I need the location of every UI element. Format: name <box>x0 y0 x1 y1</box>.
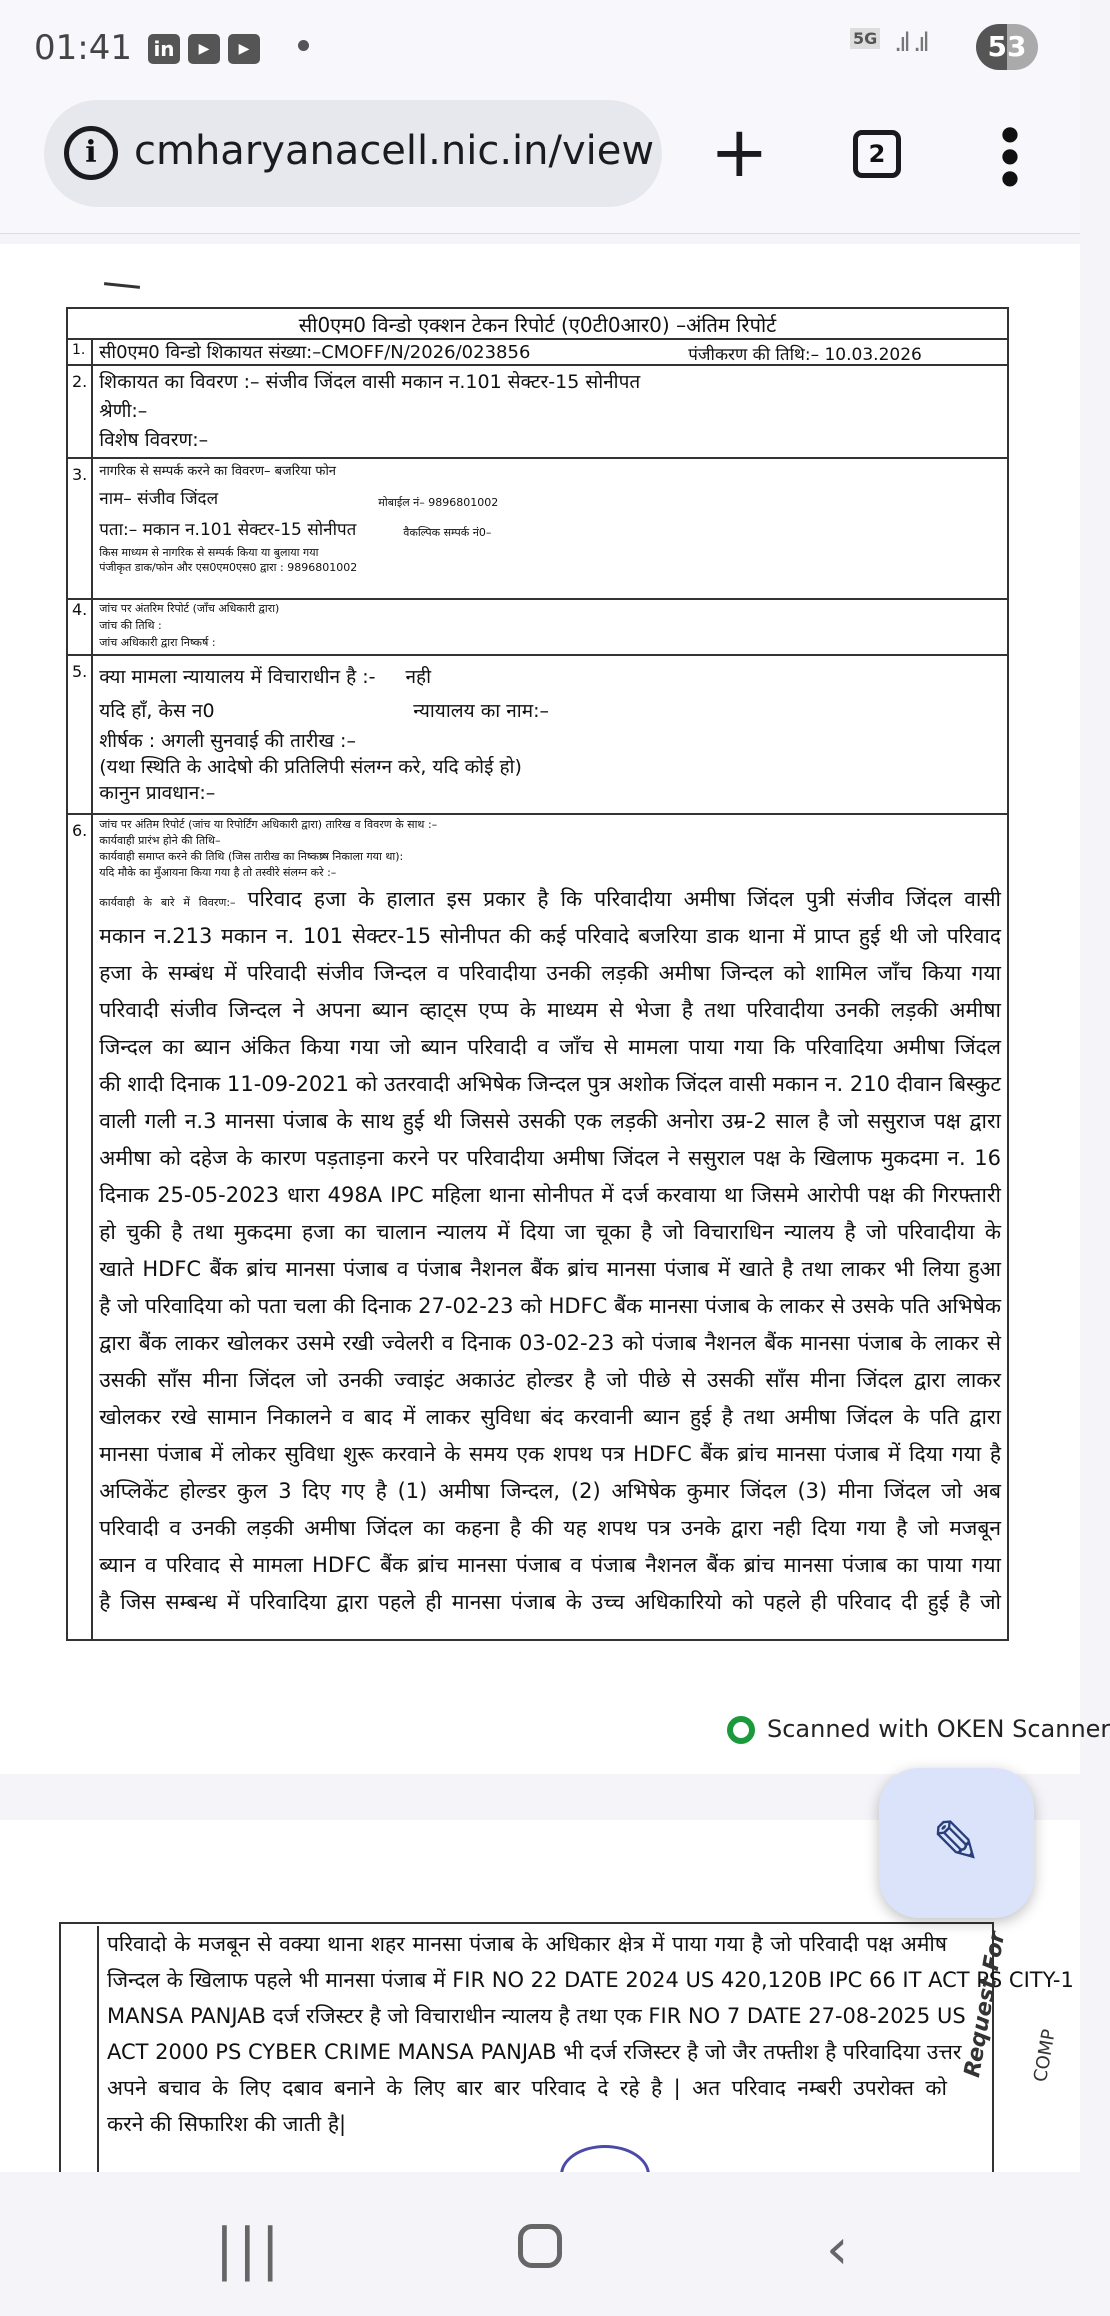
report-line: अपने बचाव के लिए दबाव बनाने के लिए बार बार परिवाद दे रहे है | अत परिवाद नम्बरी उपरोक्त को <box>107 2076 947 2100</box>
row-number: 3. <box>67 458 92 599</box>
report-line <box>99 918 1001 955</box>
citizen-address: पता:– मकान न.101 सेक्टर-15 सोनीपत <box>99 520 357 540</box>
report-line: MANSA PANJAB दर्ज रजिस्टर है जो विचाराधीन न्यालय है तथा एक FIR NO 7 DATE 27-08-2025 US <box>107 2004 966 2028</box>
report-line <box>99 1436 1001 1473</box>
stamp-text: COMP <box>1030 2027 1060 2084</box>
action-end-date: कार्यवाही समाप्त करने की तिथि (जिस तारीख का निष्कष्र्ष निकाला गया था): <box>99 850 404 863</box>
report-line <box>99 1103 1001 1140</box>
alternate-contact: वैकल्पिक सम्पर्क नं0– <box>403 526 492 539</box>
youtube-icon: ▶ <box>228 34 260 64</box>
row-number: 2. <box>67 365 92 458</box>
report-line: करने की सिफारिश की जाती है| <box>107 2112 347 2136</box>
court-pending-question: क्या मामला न्यायालय में विचाराधीन है :- <box>99 666 376 688</box>
row-number: 5. <box>67 655 92 814</box>
interim-report: जांच पर अंतरिम रिपोर्ट (जाँच अधिकारी द्वारा) <box>99 602 280 615</box>
new-tab-button[interactable]: + <box>710 111 769 193</box>
line-text: द्वारा बैंक लाकर खोलकर उसमे रखी ज्वेलरी व दिनाक 03-02-23 को पंजाब नैशनल बैंक मानसा पंजाब के लाकर से <box>99 1331 1001 1355</box>
youtube-icon: ▶ <box>188 34 220 64</box>
report-line <box>99 1399 1001 1436</box>
line-text: दिनाक 25-05-2023 धारा 498A IPC महिला थाना सोनीपत में दर्ज करवाया था जिसमे आरोपी पक्ष की गिरफ्तारी <box>99 1183 1001 1207</box>
report-line <box>99 1288 1001 1325</box>
inquiry-date: जांच की तिथि : <box>99 619 162 632</box>
status-bar <box>0 0 1080 100</box>
url-text[interactable]: cmharyanacell.nic.in/view <box>134 128 655 174</box>
contact-details: नागरिक से सम्पर्क करने का विवरण– बजरिया फोन <box>99 464 337 479</box>
scanner-label: Scanned with OKEN Scanner <box>767 1715 1110 1743</box>
report-line <box>99 955 1001 992</box>
line-text: परिवादी संजीव जिन्दल ने अपना ब्यान व्हाट्स एप्प के माध्यम से भेजा है तथा परिवादीया उनकी लड़की अमीषा <box>99 998 1001 1022</box>
case-number: यदि हाँ, केस न0 <box>99 700 215 722</box>
report-line <box>99 1325 1001 1362</box>
line-text: ब्यान व परिवाद से मामला HDFC बैंक ब्रांच मानसा पंजाब व पंजाब नैशनल बैंक ब्रांच मानसा पंजाब का पाया गया <box>99 1553 1001 1577</box>
browser-toolbar <box>0 100 1080 234</box>
navigation-bar <box>0 2172 1080 2316</box>
stamp-text: Request For <box>960 1929 1011 2080</box>
line-text: परिवादी व उनकी लड़की अमीषा जिंदल का कहना है की यह शपथ पत्र उनके द्वारा नही दिया गया है जो मजबून <box>99 1516 1001 1540</box>
legal-provision: कानुन प्रावधान:– <box>99 782 216 804</box>
oken-logo-icon <box>727 1716 755 1744</box>
special-details: विशेष विवरण:– <box>99 429 209 451</box>
report-line <box>99 1029 1001 1066</box>
inquiry-conclusion: जांच अधिकारी द्वारा निष्कर्ष : <box>99 636 216 649</box>
report-line <box>99 1177 1001 1214</box>
citizen-name: नाम– संजीव जिंदल <box>99 489 219 509</box>
line-text: वाली गली न.3 मानसा पंजाब के साथ हुई थी जिससे उसकी एक लड़की अनोरा उम्र-2 साल है जो ससुराज पक्ष द्वारा <box>99 1109 1001 1133</box>
address-bar[interactable] <box>44 100 662 207</box>
action-details <box>99 881 1001 1621</box>
report-line <box>99 1251 1001 1288</box>
line-text: मकान न.213 मकान न. 101 सेक्टर-15 सोनीपत की कई परिवादे बजरिया डाक थाना में प्राप्त हुई थी जो परिवाद <box>99 924 1001 948</box>
registration-date: पंजीकरण की तिथि:– 10.03.2026 <box>688 345 922 365</box>
line-text: जिन्दल का ब्यान अंकित किया गया जो ब्यान परिवादी व जॉंच से मामला पाया गया कि परिवादिया अमीषा जिंदल <box>99 1035 1001 1059</box>
pencil-icon: ✎ <box>931 1808 982 1878</box>
line-text: हजा के सम्बंध में परिवादी संजीव जिन्दल व परिवादीया उनकी लड़की अमीषा जिन्दल को शामिल जॉंच किया गया <box>99 961 1001 985</box>
category: श्रेणी:– <box>99 400 148 422</box>
report-line: ACT 2000 PS CYBER CRIME MANSA PANJAB भी दर्ज रजिस्टर है जो जैर तफ्तीश है परिवादिया उत्तर <box>107 2040 962 2064</box>
report-line: परिवादो के मजबून से वक्या थाना शहर मानसा पंजाब के अधिकार क्षेत्र में पाया गया है जो परिवादी पक्ष अमीष <box>107 1932 947 1956</box>
line-text: उसकी सॉंस मीना जिंदल जो उनकी ज्वाइंट अकाउंट होल्डर है जो पीछे से उसकी सॉंस मीना जिंदल द्वारा लाकर <box>99 1368 1001 1392</box>
row-number: 1. <box>67 339 92 365</box>
report-title: सी0एम0 विन्डो एक्शन टेकन रिपोर्ट (ए0टी0आर0) –अंतिम रिपोर्ट <box>67 308 1008 339</box>
network-type-icon: 5G <box>850 28 880 49</box>
action-details-label: कार्यवाही के बारे में विवरण:– <box>99 896 236 909</box>
complaint-description: शिकायत का विवरण :– संजीव जिंदल वासी मकान न.101 सेक्टर-15 सोनीपत <box>99 371 641 393</box>
line-text: हो चुकी है तथा मुकदमा हजा का चालान न्यालय में दिया जा चूका है जो विचाराधिन न्यालय है जो परिवादीया के <box>99 1220 1001 1244</box>
contact-medium: किस माध्यम से नागरिक से सम्पर्क किया या बुलाया गया <box>99 546 319 559</box>
recents-icon[interactable]: ||| <box>215 2217 284 2282</box>
next-hearing: शीर्षक : अगली सुनवाई की तारीख :– <box>99 730 356 752</box>
report-line <box>99 1066 1001 1103</box>
line-text: खाते HDFC बैंक ब्रांच मानसा पंजाब व पंजाब नैशनल बैंक ब्रांच मानसा पंजाब में खाते है तथा लाकर भी लिया हुआ <box>99 1257 1001 1281</box>
report-line <box>99 881 1001 918</box>
mobile-number: मोबाईल नं– 9896801002 <box>378 496 499 509</box>
report-line: जिन्दल के खिलाफ पहले भी मानसा पंजाब में FIR NO 22 DATE 2024 US 420,120B IPC 66 IT ACT PS CITY-1 <box>107 1968 1074 1992</box>
action-start-date: कार्यवाही प्रारंभ होने की तिथि– <box>99 834 221 847</box>
report-line <box>99 1140 1001 1177</box>
scanner-watermark <box>727 1714 1110 1746</box>
more-notifications-icon <box>298 40 309 51</box>
line-text: परिवाद हजा के हालात इस प्रकार है कि परिवादीया अमीषा जिंदल पुत्री संजीव जिंदल वासी <box>247 887 1001 911</box>
line-text: अप्लिकेंट होल्डर कुल 3 दिए गए है (1) अमीषा जिन्दल, (2) अभिषेक कुमार जिंदल (3) मीना जिंदल जो अब <box>99 1479 1001 1503</box>
line-text: की शादी दिनाक 11-09-2021 को उतरवादी अभिषेक जिन्दल पुत्र अशोक जिंदल वासी मकान न. 210 दीवान बिस्कुट <box>99 1072 1001 1096</box>
signal-icon: .ıl .ıl <box>894 28 927 58</box>
report-line <box>99 1584 1001 1621</box>
order-copy-note: (यथा स्थिति के आदेषो की प्रतिलिपी संलग्न करे, यदि कोई हो) <box>99 756 522 778</box>
atr-report-table <box>66 307 1009 1641</box>
home-icon[interactable] <box>518 2224 562 2268</box>
report-line <box>99 1362 1001 1399</box>
line-text: है जो परिवादिया को पता चला की दिनाक 27-02-23 को HDFC बैंक मानसा पंजाब के लाकर से उसके पति अभिषेक <box>99 1294 1001 1318</box>
report-line <box>99 1214 1001 1251</box>
report-line <box>99 1547 1001 1584</box>
court-name: न्यायालय का नाम:– <box>413 700 549 722</box>
row-number: 4. <box>67 599 92 655</box>
final-report-heading: जांच पर अंतिम रिपोर्ट (जांच या रिपोर्टिंग अधिकारी द्वारा) तारिख व विवरण के साथ :– <box>99 818 438 831</box>
complaint-number: सी0एम0 विन्डो शिकायत संख्या:–CMOFF/N/2026/023856 <box>99 342 531 363</box>
report-line <box>99 992 1001 1029</box>
battery-icon: 53 <box>976 24 1038 70</box>
tab-switcher-button[interactable]: 2 <box>853 130 901 178</box>
line-text: खोलकर रखे सामान निकालने व बाद में लाकर सुविधा बंद करवानी ब्यान हुई है तथा अमीषा जिंदल के पति द्वारा <box>99 1405 1001 1429</box>
row-number: 6. <box>67 814 92 1640</box>
line-text: मानसा पंजाब में लोकर सुविधा शुरू करवाने के समय एक शपथ पत्र HDFC बैंक ब्रांच मानसा पंजाब में दिया गया है <box>99 1442 1001 1466</box>
contact-post: पंजीकृत डाक/फोन और एस0एम0एस0 द्वारा : 9896801002 <box>99 561 358 574</box>
more-menu-icon[interactable]: ● ● ● <box>1001 121 1019 189</box>
pen-mark <box>104 282 140 289</box>
linkedin-icon: in <box>148 34 180 64</box>
inspection-photos: यदि मौके का मुँआयना किया गया है तो तस्वीरे संलग्न करे :– <box>99 866 337 879</box>
line-text: अमीषा को दहेज के कारण पड़ताड़ना करने पर परिवादीया अमीषा जिंदल ने ससुराल पक्ष के खिलाफ मुकदमा न. 16 <box>99 1146 1001 1170</box>
report-line <box>99 1510 1001 1547</box>
court-pending-value: नही <box>405 666 432 688</box>
edit-fab-button[interactable] <box>879 1768 1034 1918</box>
site-info-icon[interactable]: i <box>64 126 118 180</box>
scanned-page-1 <box>0 244 1110 1774</box>
report-line <box>99 1473 1001 1510</box>
line-text: है जिस सम्बन्ध में परिवादिया द्वारा पहले ही मानसा पंजाब के उच्च अधिकारियो को पहले ही परिवाद दी हुई है जो <box>99 1590 1001 1614</box>
clock: 01:41 <box>34 28 132 68</box>
back-icon[interactable]: ‹ <box>826 2217 849 2282</box>
